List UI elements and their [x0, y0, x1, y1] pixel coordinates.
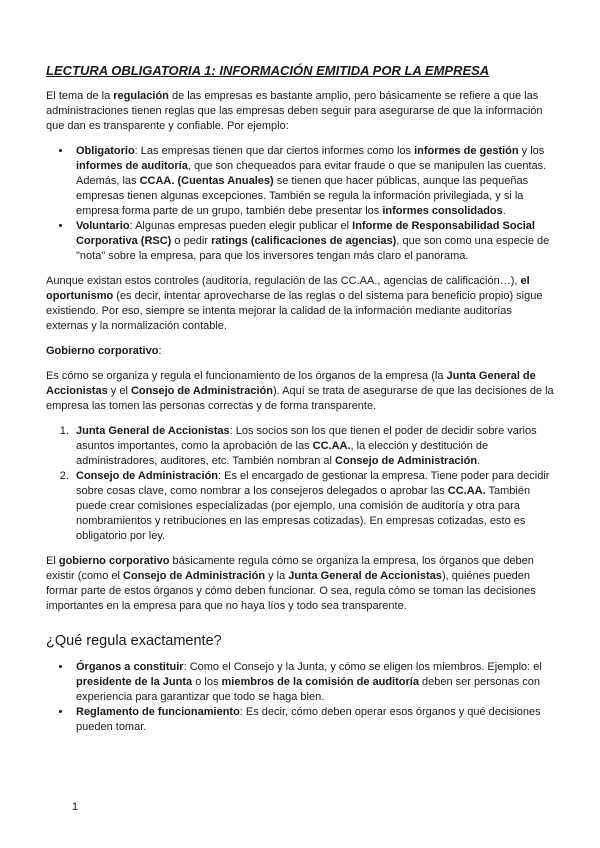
disclosure-types-list [46, 144, 554, 264]
text-run: : Algunas empresas pueden elegir publicar el [129, 220, 353, 232]
text-run: (es decir, intentar aprovecharse de las reglas o del sistema para beneficio propio) sigue existiendo. Por eso, siempre se intenta mejorar la calidad de la información mediante auditorías externas y la normalización contable. [46, 290, 543, 332]
list-item-consejo [72, 469, 554, 544]
section-heading: ¿Qué regula exactamente? [46, 633, 222, 649]
gobierno-corporativo-definition [46, 369, 554, 414]
text-run: : Como el Consejo y la Junta, y cómo se eligen los miembros. Ejemplo: el [183, 661, 542, 673]
text-run: : [158, 345, 162, 357]
bold-text-run: gobierno corporativo [58, 555, 170, 567]
text-run: o pedir [171, 235, 212, 247]
text-run: . [477, 455, 481, 467]
text-run: : Es el encargado de gestionar la empresa. Tiene poder para decidir sobre cosas clave, como nombrar a los consejeros delegados o aprobar las [76, 470, 550, 497]
text-run: y el [107, 385, 131, 397]
text-run: de las empresas es bastante amplio, pero básicamente se refiere a que las administraciones tienen reglas que las empresas deben seguir para asegurarse de que la información que dan es transparente y confiable. Por ejemplo: [46, 90, 543, 132]
text-run: deben ser personas con experiencia para garantizar que todo se haga bien. [76, 676, 541, 703]
bold-text-run: CCAA. (Cuentas Anuales) [139, 175, 274, 187]
bold-text-run: Consejo de Administración [76, 470, 219, 482]
list-item-obligatorio [72, 144, 554, 219]
intro-paragraph [46, 89, 554, 134]
gobierno-corporativo-summary [46, 554, 554, 614]
text-run: , que son como una especie de "nota" sobre la empresa, para que los inversores tengan más claro el panorama. [76, 235, 550, 262]
bold-text-run: Voluntario [76, 220, 130, 232]
bold-text-run: informes consolidados [382, 205, 503, 217]
bold-text-run: Junta General de Accionistas [288, 570, 442, 582]
bold-text-run: Consejo de Administración [335, 455, 478, 467]
text-run: , la elección y destitución de administradores, auditores, etc. También nombran al [76, 440, 489, 467]
text-run: El [46, 555, 59, 567]
organs-list [46, 424, 554, 544]
regulation-list [46, 660, 554, 735]
gobierno-corporativo-heading [46, 344, 554, 359]
bold-text-run: Junta General de Accionistas [46, 370, 536, 397]
text-run: Aunque existan estos controles (auditoría, regulación de las CC.AA., agencias de calificación…), [46, 275, 521, 287]
bold-text-run: informes de gestión [414, 145, 519, 157]
bold-text-run: miembros de la comisión de auditoría [221, 676, 419, 688]
bold-text-run: ratings (calificaciones de agencias) [211, 235, 397, 247]
document-title: LECTURA OBLIGATORIA 1: INFORMACIÓN EMITIDA POR LA EMPRESA [46, 63, 490, 78]
text-run: . [502, 205, 506, 217]
bold-text-run: CC.AA. [312, 440, 351, 452]
bold-text-run: regulación [113, 90, 169, 102]
list-item-reglamento [72, 705, 554, 735]
oportunismo-paragraph [46, 274, 554, 334]
bold-text-run: CC.AA. [447, 485, 486, 497]
bold-text-run: Consejo de Administración [130, 385, 273, 397]
text-run: : Es decir, cómo deben operar esos órganos y qué decisiones pueden tomar. [76, 706, 541, 733]
text-run: : Las empresas tienen que dar ciertos informes como los [134, 145, 415, 157]
bold-text-run: Consejo de Administración [123, 570, 266, 582]
text-run: y los [518, 145, 545, 157]
text-run: se tienen que hacer públicas, aunque las pequeñas empresas tienen algunas excepciones. También se regula la información privilegiada, y si la empresa forma parte de un grupo, también debe presentar los [76, 175, 529, 217]
bold-text-run: Gobierno corporativo [46, 345, 159, 357]
list-item-organos [72, 660, 554, 705]
text-run: y la [265, 570, 289, 582]
text-run: ). Aquí se trata de asegurarse de que las decisiones de la empresa las tomen las personas correctas y de forma transparente. [46, 385, 554, 412]
text-run: El tema de la [46, 90, 114, 102]
bold-text-run: Informe de Responsabilidad Social Corporativa (RSC) [76, 220, 535, 247]
bold-text-run: Junta General de Accionistas [76, 425, 230, 437]
list-item-voluntario [72, 219, 554, 264]
text-run: ), quiénes pueden formar parte de estos órganos y cómo deben funcionar. O sea, regula cómo se toman las decisiones importantes en la empresa para que no haya líos y todo sea transparente. [46, 570, 536, 612]
bold-text-run: informes de auditoría [76, 160, 188, 172]
text-run: o los [192, 676, 222, 688]
bold-text-run: presidente de la Junta [76, 676, 193, 688]
bold-text-run: Obligatorio [76, 145, 135, 157]
text-run: También puede crear comisiones especializadas (por ejemplo, una comisión de auditoría y otra para nombramientos y retribuciones en las empresas cotizadas). En empresas cotizadas, esto es obligatorio por ley. [76, 485, 531, 542]
text-run: Es cómo se organiza y regula el funcionamiento de los órganos de la empresa (la [46, 370, 447, 382]
bold-text-run: el oportunismo [46, 275, 530, 302]
list-item-junta [72, 424, 554, 469]
bold-text-run: Órganos a constituir [76, 661, 184, 673]
text-run: , que son chequeados para evitar fraude o que se manipulen las cuentas. Además, las [76, 160, 547, 187]
bold-text-run: Reglamento de funcionamiento [76, 706, 240, 718]
text-run: : Los socios son los que tienen el poder de decidir sobre varios asuntos importantes, como la aprobación de las [76, 425, 537, 452]
page-number: 1 [72, 801, 79, 813]
text-run: básicamente regula cómo se organiza la empresa, los órganos que deben existir (como el [46, 555, 534, 582]
